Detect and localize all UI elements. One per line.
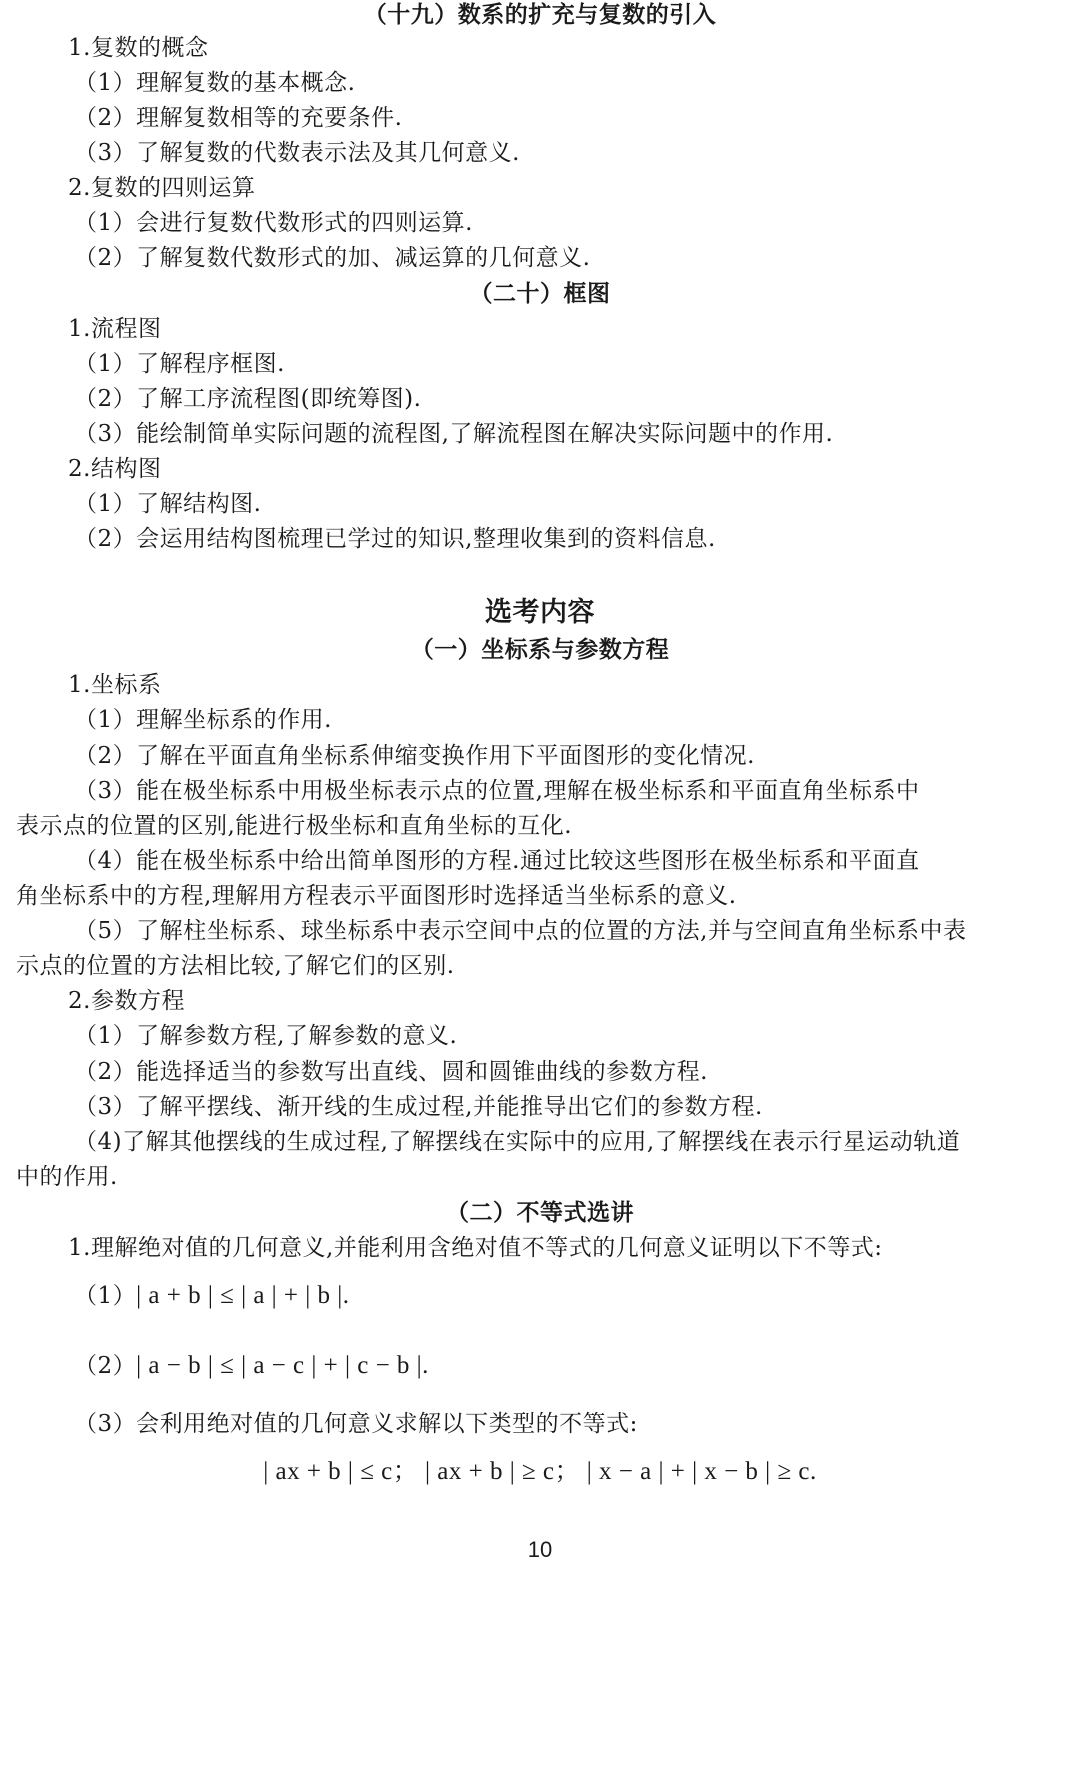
inequality-1-formula: | a + b | ≤ | a | + | b |. xyxy=(136,1282,350,1309)
list-item: （2）了解在平面直角坐标系伸缩变换作用下平面图形的变化情况. xyxy=(74,743,755,769)
section-20-sub2: 2.结构图 xyxy=(68,456,162,482)
elective-heading: 选考内容 xyxy=(485,597,595,628)
inequality-1-label: （1） xyxy=(74,1283,137,1309)
elective-1-sub2: 2.参数方程 xyxy=(68,988,185,1014)
list-item: （1）理解坐标系的作用. xyxy=(74,707,332,733)
list-item: （3）能绘制简单实际问题的流程图,了解流程图在解决实际问题中的作用. xyxy=(74,421,834,447)
list-item-continued: 示点的位置的方法相比较,了解它们的区别. xyxy=(16,953,455,979)
inequality-2-formula: | a − b | ≤ | a − c | + | c − b |. xyxy=(136,1352,429,1379)
list-item-continued: 中的作用. xyxy=(16,1164,118,1190)
section-19-sub2: 2.复数的四则运算 xyxy=(68,175,256,201)
list-item: （4）能在极坐标系中给出简单图形的方程.通过比较这些图形在极坐标系和平面直 xyxy=(74,848,920,874)
list-item-continued: 表示点的位置的区别,能进行极坐标和直角坐标的互化. xyxy=(16,813,573,839)
page-number: 10 xyxy=(527,1537,553,1562)
inequality-2-label: （2） xyxy=(74,1353,137,1379)
inequality-1 xyxy=(16,1281,1080,1311)
section-20-sub1: 1.流程图 xyxy=(68,316,162,342)
list-item: （3）了解平摆线、渐开线的生成过程,并能推导出它们的参数方程. xyxy=(74,1094,763,1120)
list-item: （5）了解柱坐标系、球坐标系中表示空间中点的位置的方法,并与空间直角坐标系中表 xyxy=(74,918,967,944)
section-20-title: （二十）框图 xyxy=(469,281,611,307)
elective-1-sub1: 1.坐标系 xyxy=(68,672,162,698)
list-item: （3）能在极坐标系中用极坐标表示点的位置,理解在极坐标系和平面直角坐标系中 xyxy=(74,778,920,804)
list-item: （2）了解复数代数形式的加、减运算的几何意义. xyxy=(74,245,591,271)
list-item: （1）了解参数方程,了解参数的意义. xyxy=(74,1023,458,1049)
elective-2-sub1: 1.理解绝对值的几何意义,并能利用含绝对值不等式的几何意义证明以下不等式: xyxy=(68,1235,883,1261)
section-19-sub1: 1.复数的概念 xyxy=(68,35,209,61)
elective-2-title: （二）不等式选讲 xyxy=(446,1200,634,1226)
list-item: （2）了解工序流程图(即统筹图). xyxy=(74,386,422,412)
inequality-3-formula: | ax + b | ≤ c； | ax + b | ≥ c； | x − a | + | x − b | ≥ c. xyxy=(263,1458,817,1485)
inequality-2 xyxy=(16,1351,1080,1381)
list-item: （2）理解复数相等的充要条件. xyxy=(74,105,403,131)
list-item: （1）理解复数的基本概念. xyxy=(74,70,356,96)
list-item: （2）能选择适当的参数写出直线、圆和圆锥曲线的参数方程. xyxy=(74,1059,708,1085)
list-item: （1）了解程序框图. xyxy=(74,351,285,377)
elective-1-title: （一）坐标系与参数方程 xyxy=(410,637,670,663)
list-item: （2）会运用结构图梳理已学过的知识,整理收集到的资料信息. xyxy=(74,526,716,552)
list-item-continued: 角坐标系中的方程,理解用方程表示平面图形时选择适当坐标系的意义. xyxy=(16,883,737,909)
list-item: （1）会进行复数代数形式的四则运算. xyxy=(74,210,473,236)
list-item: （3）会利用绝对值的几何意义求解以下类型的不等式: xyxy=(74,1411,638,1437)
list-item: （1）了解结构图. xyxy=(74,491,262,517)
list-item: （4)了解其他摆线的生成过程,了解摆线在实际中的应用,了解摆线在表示行星运动轨道 xyxy=(74,1129,961,1155)
document-page xyxy=(16,0,1064,1777)
section-19-title: （十九）数系的扩充与复数的引入 xyxy=(363,2,717,28)
list-item: （3）了解复数的代数表示法及其几何意义. xyxy=(74,140,520,166)
